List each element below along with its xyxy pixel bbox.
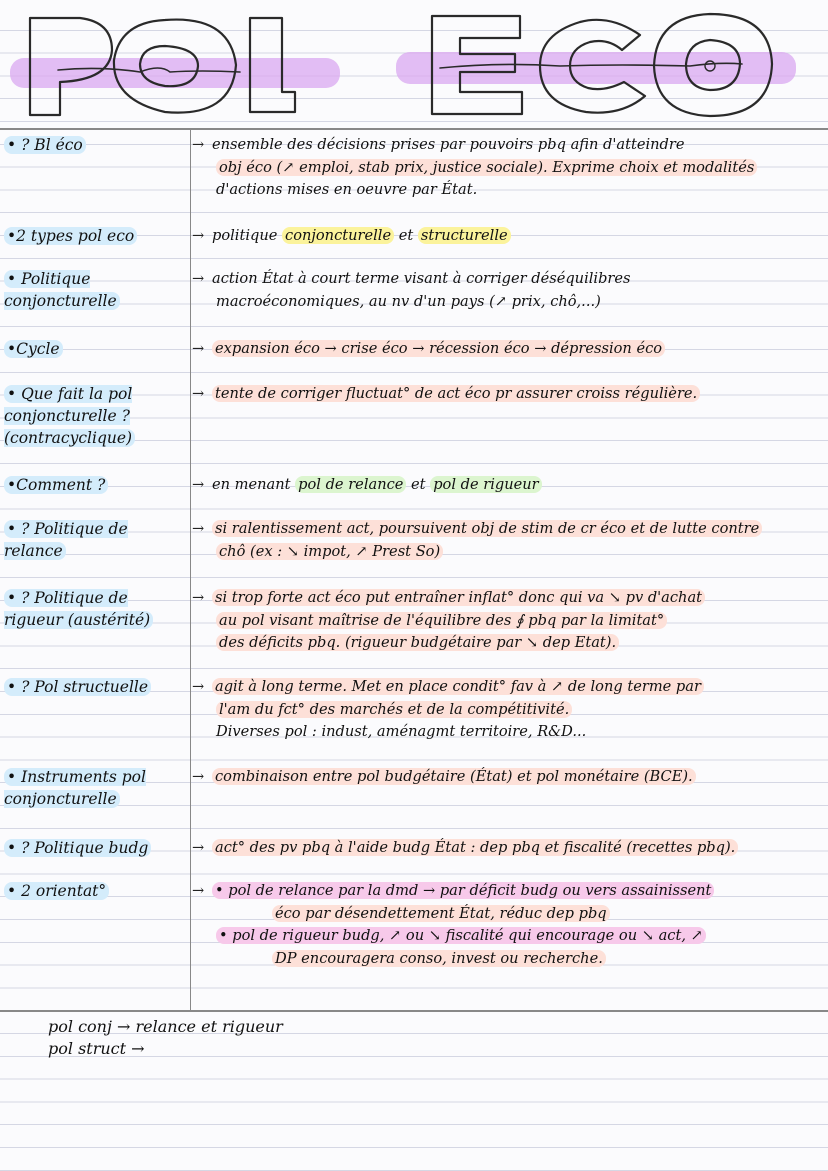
page-title (0, 0, 828, 128)
table-top-border (0, 128, 828, 130)
table-bottom-border (0, 1010, 828, 1012)
row-question: •Cycle (4, 338, 184, 360)
column-divider (190, 128, 191, 1010)
row-question: • ? Bl éco (4, 134, 184, 156)
row-answer: → act° des pv pbq à l'aide budg État : dep pbq et fiscalité (recettes pbq). (192, 837, 818, 860)
row-answer: → en menant pol de relance et pol de rigueur (192, 474, 818, 497)
row-answer: → agit à long terme. Met en place condit° fav à ↗ de long terme par l'am du fct° des marchés et de la compétitivité. Diverses pol : indust, aménagmt territoire, R&D... (192, 676, 818, 744)
row-question: • Instruments pol conjoncturelle (4, 768, 146, 808)
row-answer: → tente de corriger fluctuat° de act éco pr assurer croiss régulière. (192, 383, 818, 406)
row-answer: → si ralentissement act, poursuivent obj de stim de cr éco et de lutte contre chô (ex : ↘ impot, ↗ Prest So) (192, 518, 818, 563)
row-question: • Politique conjoncturelle (4, 268, 184, 312)
row-answer: → • pol de relance par la dmd → par déficit budg ou vers assainissent éco par désendettement État, réduc dep pbq • pol de rigueur budg, ↗ ou ↘ fiscalité qui encourage ou ↘ act, ↗ DP encouragera conso, invest ou recherche. (192, 880, 818, 970)
row-question: • ? Politique de relance (4, 520, 128, 560)
row-question: • ? Politique de rigueur (austérité) (4, 587, 184, 631)
bottom-note: pol struct → (48, 1039, 145, 1058)
row-question: •2 types pol eco (4, 225, 184, 247)
row-question: • ? Politique budg (4, 837, 184, 859)
row-answer: → si trop forte act éco put entraîner inflat° donc qui va ↘ pv d'achat au pol visant maîtrise de l'équilibre des ∮ pbq par la limitat° des déficits pbq. (rigueur budgétaire par ↘ dep Etat). (192, 587, 818, 655)
bottom-note: pol conj → relance et rigueur (48, 1017, 283, 1036)
row-question: •Comment ? (4, 474, 184, 496)
row-answer: → politique conjoncturelle et structurelle (192, 225, 818, 248)
row-question: • ? Pol structuelle (4, 676, 184, 698)
row-question: • 2 orientat° (4, 880, 184, 902)
row-answer: → action État à court terme visant à corriger déséquilibres macroéconomiques, au nv d'un pays (↗ prix, chô,...) (192, 270, 631, 310)
row-answer: → combinaison entre pol budgétaire (État) et pol monétaire (BCE). (192, 766, 818, 789)
row-question: • Que fait la pol conjoncturelle ? (contracyclique) (4, 383, 184, 449)
row-answer: → expansion éco → crise éco → récession éco → dépression éco (192, 338, 818, 361)
row-answer: → ensemble des décisions prises par pouvoirs pbq afin d'atteindre obj éco (↗ emploi, stab prix, justice sociale). Exprime choix et modalités d'actions mises en oeuvre par État. (192, 134, 818, 202)
